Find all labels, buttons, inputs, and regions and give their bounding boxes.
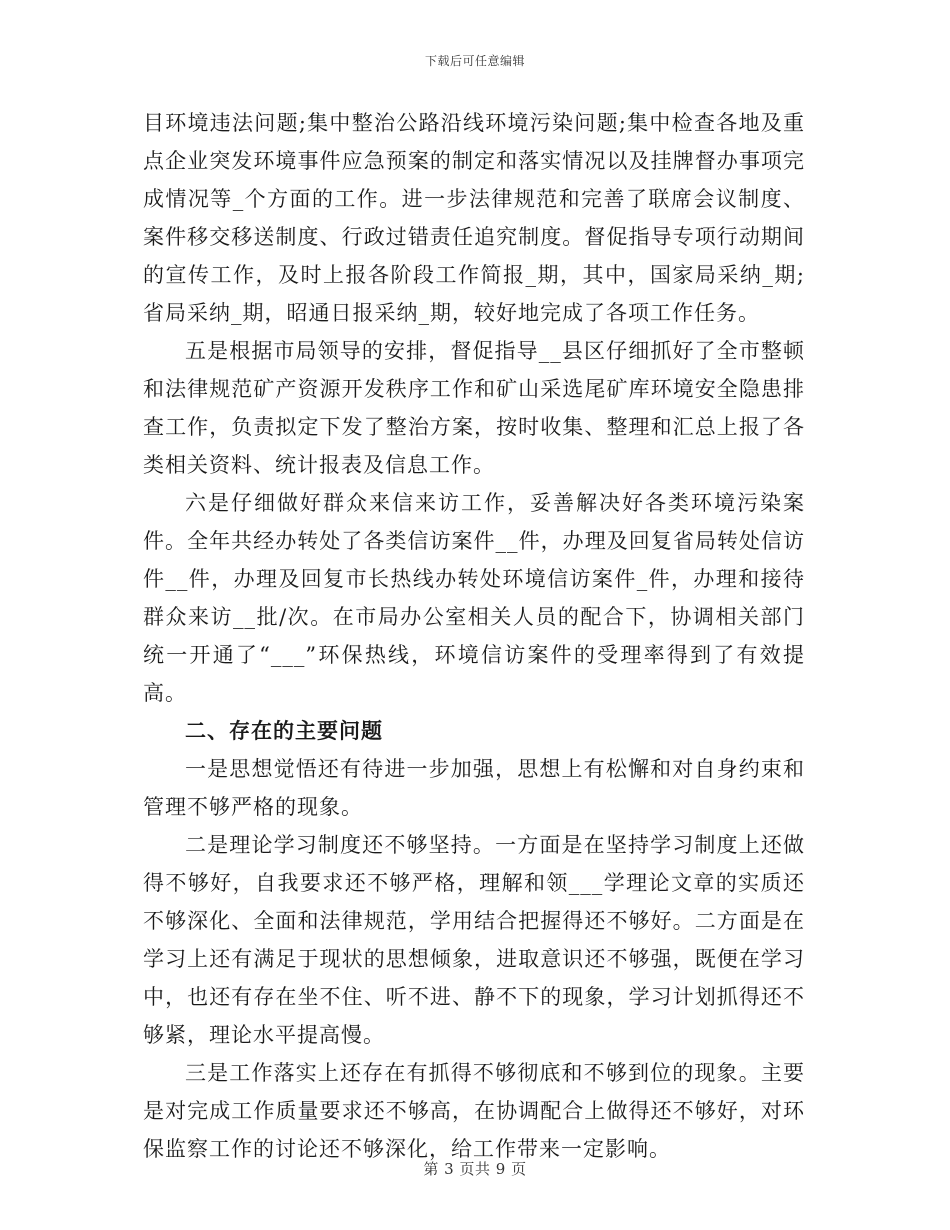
body-paragraph: 三是工作落实上还存在有抓得不够彻底和不够到位的现象。主要是对完成工作质量要求还不够高，在协调配合上做得还不够好，对环保监察工作的讨论还不够深化，给工作带来一定影响。 bbox=[143, 1061, 805, 1161]
body-paragraph: 二是理论学习制度还不够坚持。一方面是在坚持学习制度上还做得不够好，自我要求还不够严格，理解和领___学理论文章的实质还不够深化、全面和法律规范，学用结合把握得还不够好。二方面是在学习上还有满足于现状的思想倾象，进取意识还不够强，既便在学习中，也还有存在坐不住、听不进、静不下的现象，学习计划抓得还不够紧，理论水平提高慢。 bbox=[143, 833, 805, 1047]
section-heading: 二、存在的主要问题 bbox=[185, 718, 383, 743]
body-paragraph: 五是根据市局领导的安排，督促指导__县区仔细抓好了全市整顿和法律规范矿产资源开发秩序工作和矿山采选尾矿库环境安全隐患排查工作，负责拟定下发了整治方案，按时收集、整理和汇总上报了各类相关资料、统计报表及信息工作。 bbox=[143, 339, 805, 477]
page-header: 下载后可任意编辑 bbox=[424, 54, 525, 68]
body-paragraph: 六是仔细做好群众来信来访工作，妥善解决好各类环境污染案件。全年共经办转处了各类信访案件__件，办理及回复省局转处信访件__件，办理及回复市长热线办转处环境信访案件_件，办理和接待群众来访__批/次。在市局办公室相关人员的配合下，协调相关部门统一开通了“___”环保热线，环境信访案件的受理率得到了有效提高。 bbox=[143, 491, 805, 705]
page-number: 第 3 页共 9 页 bbox=[423, 1160, 527, 1178]
document-body bbox=[143, 104, 805, 1168]
body-paragraph: 一是思想觉悟还有待进一步加强，思想上有松懈和对自身约束和管理不够严格的现象。 bbox=[143, 757, 805, 819]
body-paragraph: 目环境违法问题;集中整治公路沿线环境污染问题;集中检查各地及重点企业突发环境事件应急预案的制定和落实情况以及挂牌督办事项完成情况等_个方面的工作。进一步法律规范和完善了联席会议制度、案件移交移送制度、行政过错责任追究制度。督促指导专项行动期间的宣传工作，及时上报各阶段工作简报_期，其中，国家局采纳_期;省局采纳_期，昭通日报采纳_期，较好地完成了各项工作任务。 bbox=[143, 111, 805, 325]
